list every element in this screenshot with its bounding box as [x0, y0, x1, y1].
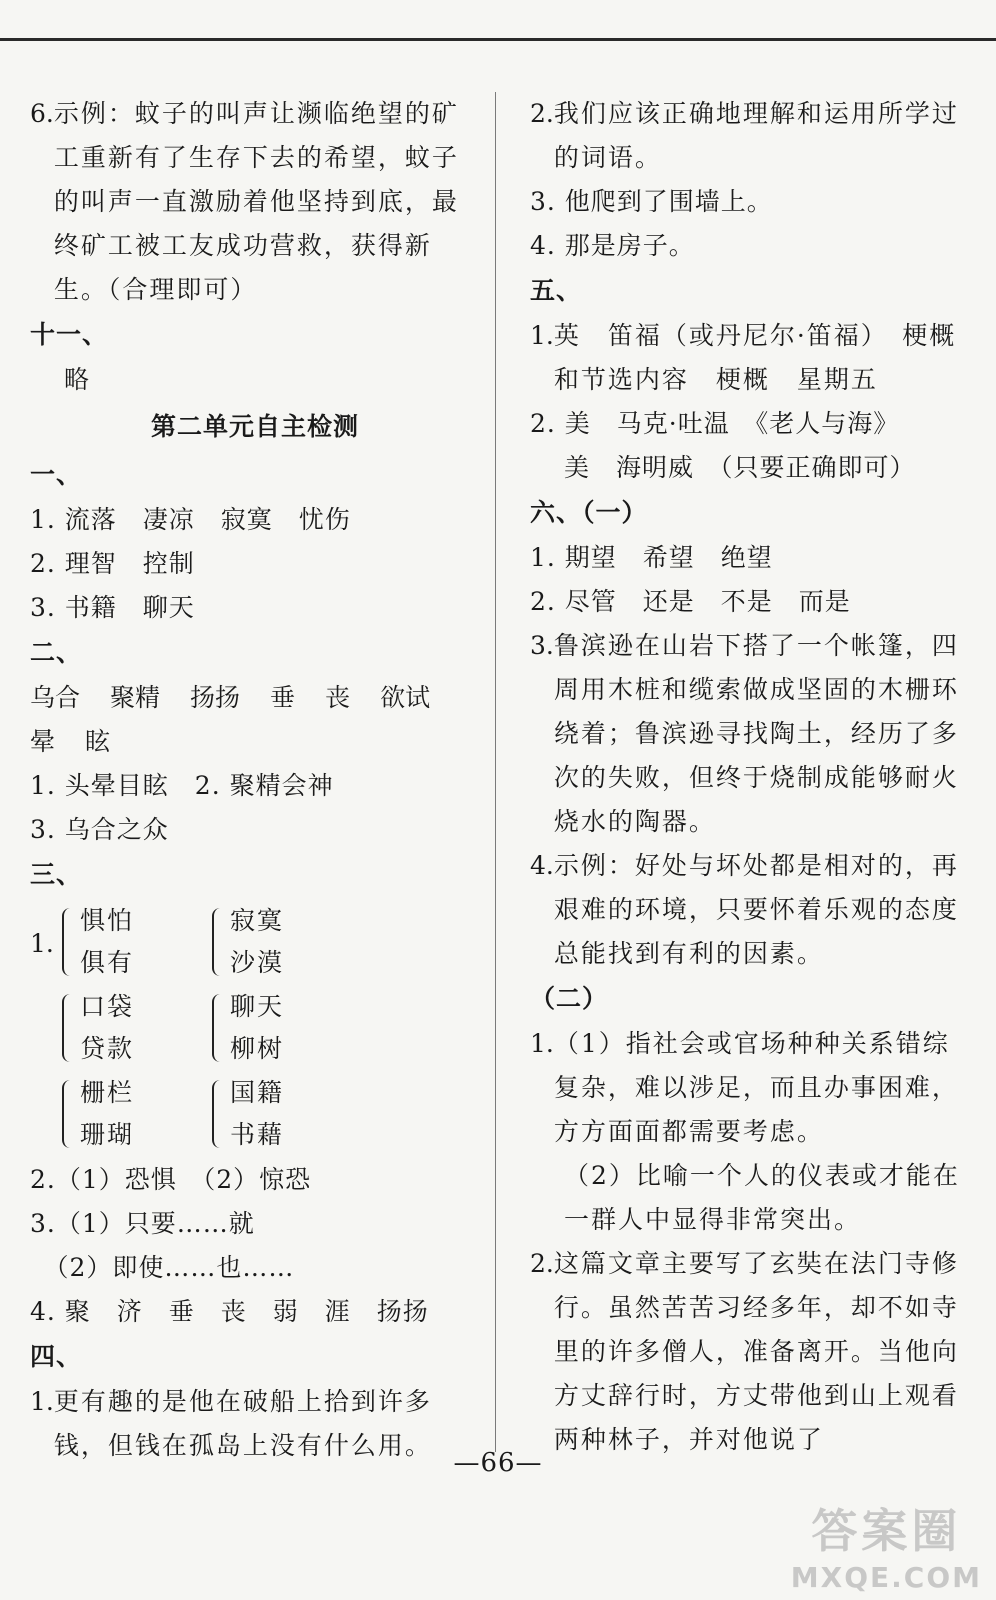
brace-icon	[212, 908, 226, 976]
pair-word: 俱有	[80, 948, 135, 977]
word-pairs	[30, 900, 480, 1158]
pair-row	[62, 1072, 362, 1156]
watermark-url: MXQE.COM	[790, 1561, 982, 1594]
pair-word: 贷款	[80, 1034, 135, 1063]
answer-line: 2. 理智 控制	[30, 549, 195, 578]
section-heading: 五、	[530, 276, 583, 305]
answer-item	[530, 1242, 970, 1462]
pair-word: 口袋	[80, 992, 135, 1021]
page-number: —66—	[453, 1448, 543, 1478]
answer-line: 3.（1）只要……就	[30, 1209, 255, 1238]
word: 聚精	[110, 683, 161, 712]
word-pair	[62, 900, 212, 984]
answer-line: 美 海明威 （只要正确即可）	[564, 453, 916, 482]
pair-word: 聊天	[230, 992, 285, 1021]
item-number: 1.	[30, 929, 54, 958]
word: 扬扬	[190, 683, 241, 712]
answer-line: 2. 美 马克·吐温 《老人与海》	[530, 409, 900, 438]
brace-icon	[62, 908, 76, 976]
item-text: （1）指社会或官场种种关系错综复杂，难以涉足，而且办事困难，方方面面都需要考虑。	[553, 1029, 959, 1146]
answer-line: 3. 书籍 聊天	[30, 593, 195, 622]
word-pair	[212, 1072, 362, 1156]
pair-word: 寂寞	[230, 906, 285, 935]
word: 乌合	[30, 683, 81, 712]
item-number: 3.	[530, 631, 554, 660]
item-number: 1.	[530, 1029, 554, 1058]
word: 眩	[85, 727, 111, 756]
item-text: 这篇文章主要写了玄奘在法门寺修行。虽然苦苦习经多年，却不如寺里的许多僧人，准备离开。当他向方丈辞行时，方丈带他到山上观看两种林子，并对他说了	[553, 1249, 959, 1454]
section-heading: 三、	[30, 860, 83, 889]
answer-line: 3. 他爬到了围墙上。	[530, 187, 773, 216]
section-heading: （二）	[530, 984, 609, 1013]
word-pair	[62, 986, 212, 1070]
answer-text: 略	[64, 365, 91, 394]
item-text: 示例：蚊子的叫声让濒临绝望的矿工重新有了生存下去的希望，蚊子的叫声一直激励着他坚持到底，最终矿工被工友成功营救，获得新生。（合理即可）	[53, 99, 459, 304]
answer-line: 1. 期望 希望 绝望	[530, 543, 773, 572]
pair-word: 惧怕	[80, 906, 135, 935]
item-text: 我们应该正确地理解和运用所学过的词语。	[553, 99, 959, 172]
item-number: 4.	[530, 851, 554, 880]
item-number: 6.	[30, 99, 54, 128]
pair-row	[62, 986, 362, 1070]
pair-word: 柳树	[230, 1034, 285, 1063]
pair-word: 国籍	[230, 1078, 285, 1107]
item-text: 更有趣的是他在破船上拾到许多钱，但钱在孤岛上没有什么用。	[53, 1387, 432, 1460]
watermark-logo: 答案圈	[811, 1504, 962, 1558]
item-number: 1.	[530, 321, 554, 350]
answer-line: 4. 聚 济 垂 丧 弱 涯 扬扬	[30, 1297, 429, 1326]
item-text: （2）比喻一个人的仪表或才能在一群人中显得非常突出。	[564, 1161, 960, 1234]
word-pair	[212, 986, 362, 1070]
item-number: 1.	[30, 1387, 54, 1416]
pair-row	[62, 900, 362, 984]
pair-word: 书藉	[230, 1120, 285, 1149]
answer-line: 2. 尽管 还是 不是 而是	[530, 587, 851, 616]
answer-item	[30, 92, 480, 312]
answer-item	[530, 314, 970, 402]
item-text: 示例：好处与坏处都是相对的，再艰难的环境，只要怀着乐观的态度总能找到有利的因素。	[553, 851, 959, 968]
answer-item	[530, 92, 970, 180]
word-pair	[212, 900, 362, 984]
answer-item	[530, 624, 970, 844]
brace-icon	[212, 1080, 226, 1148]
column-divider	[495, 92, 496, 1452]
pair-word: 栅栏	[80, 1078, 135, 1107]
section-heading: 四、	[30, 1342, 83, 1371]
section-heading: 一、	[30, 460, 83, 489]
pair-word: 珊瑚	[80, 1120, 135, 1149]
word: 晕	[30, 727, 56, 756]
word-pair	[62, 1072, 212, 1156]
brace-icon	[212, 994, 226, 1062]
answer-item	[530, 844, 970, 976]
word-list	[30, 676, 480, 764]
brace-icon	[62, 994, 76, 1062]
watermark	[791, 1495, 982, 1594]
answer-line: 4. 那是房子。	[530, 231, 695, 260]
item-text: 英 笛福（或丹尼尔·笛福） 梗概和节选内容 梗概 星期五	[553, 321, 957, 394]
right-column	[530, 92, 970, 1462]
answer-line: 3. 乌合之众	[30, 815, 169, 844]
answer-line: （2）即使……也……	[30, 1253, 295, 1282]
item-number: 2.	[530, 1249, 554, 1278]
word: 垂	[270, 683, 296, 712]
unit-title: 第二单元自主检测	[150, 412, 359, 441]
left-column	[30, 92, 480, 1468]
section-heading: 六、（一）	[530, 498, 648, 527]
word: 丧	[325, 683, 351, 712]
answer-line: 1. 流落 凄凉 寂寞 忧伤	[30, 505, 351, 534]
word: 欲试	[380, 683, 431, 712]
brace-icon	[62, 1080, 76, 1148]
answer-line: 1. 头晕目眩 2. 聚精会神	[30, 771, 334, 800]
answer-line: 2.（1）恐惧 （2）惊恐	[30, 1165, 312, 1194]
answer-item	[530, 1154, 970, 1242]
item-text: 鲁滨逊在山岩下搭了一个帐篷，四周用木桩和缆索做成坚固的木栅环绕着；鲁滨逊寻找陶土，经历了多次的失败，但终于烧制成能够耐火烧水的陶器。	[553, 631, 959, 836]
answer-item	[530, 1022, 970, 1154]
pair-word: 沙漠	[230, 948, 285, 977]
top-rule	[0, 38, 996, 41]
section-heading: 二、	[30, 638, 83, 667]
section-heading: 十一、	[30, 320, 109, 349]
item-number: 2.	[530, 99, 554, 128]
